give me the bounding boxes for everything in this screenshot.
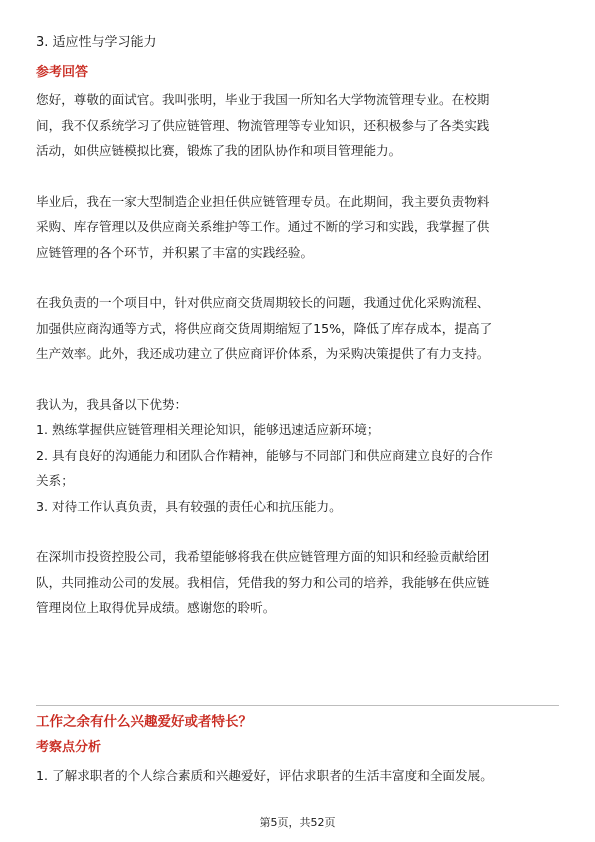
list-item: 关系； bbox=[36, 473, 74, 488]
section-divider bbox=[36, 705, 559, 706]
paragraph-line: 活动，如供应链模拟比赛，锻炼了我的团队协作和项目管理能力。 bbox=[36, 143, 402, 158]
document-body bbox=[36, 33, 564, 621]
paragraph-line: 毕业后，我在一家大型制造企业担任供应链管理专员。在此期间，我主要负责物料 bbox=[36, 193, 490, 209]
paragraph-line: 队，共同推动公司的发展。我相信，凭借我的努力和公司的培养，我能够在供应链 bbox=[36, 574, 490, 590]
list-item: 2. 具有良好的沟通能力和团队合作精神，能够与不同部门和供应商建立良好的合作 bbox=[36, 447, 493, 463]
paragraph-experience bbox=[36, 189, 564, 266]
paragraph-line: 加强供应商沟通等方式，将供应商交货周期缩短了15%，降低了库存成本，提高了 bbox=[36, 320, 493, 336]
page-footer: 第5页，共52页 bbox=[259, 816, 336, 829]
list-item: 3. 对待工作认真负责，具有较强的责任心和抗压能力。 bbox=[36, 498, 342, 514]
paragraph-line: 应链管理的各个环节，并积累了丰富的实践经验。 bbox=[36, 244, 314, 260]
paragraph-line: 生产效率。此外，我还成功建立了供应商评价体系，为采购决策提供了有力支持。 bbox=[36, 346, 490, 361]
paragraph-line: 您好，尊敬的面试官。我叫张明，毕业于我国一所知名大学物流管理专业。在校期 bbox=[36, 92, 490, 107]
answer-label: 参考回答 bbox=[36, 65, 89, 80]
advantages-intro: 我认为，我具备以下优势： bbox=[36, 396, 188, 412]
paragraph-line: 管理岗位上取得优异成绩。感谢您的聆听。 bbox=[36, 600, 276, 615]
paragraph-line: 间，我不仅系统学习了供应链管理、物流管理等专业知识，还积极参与了各类实践 bbox=[36, 117, 490, 133]
question-heading: 工作之余有什么兴趣爱好或者特长？ bbox=[36, 714, 252, 730]
analysis-label: 考察点分析 bbox=[36, 740, 102, 755]
advantages-block bbox=[36, 392, 564, 520]
paragraph-intro bbox=[36, 87, 564, 164]
paragraph-line: 在深圳市投资控股公司，我希望能够将我在供应链管理方面的知识和经验贡献给团 bbox=[36, 549, 490, 564]
analysis-item: 1. 了解求职者的个人综合素质和兴趣爱好，评估求职者的生活丰富度和全面发展。 bbox=[36, 768, 493, 783]
paragraph-line: 在我负责的一个项目中，针对供应商交货周期较长的问题，我通过优化采购流程、 bbox=[36, 295, 490, 310]
section-title: 3. 适应性与学习能力 bbox=[36, 35, 157, 50]
list-item: 1. 熟练掌握供应链管理相关理论知识，能够迅速适应新环境； bbox=[36, 422, 380, 437]
paragraph-line: 采购、库存管理以及供应商关系维护等工作。通过不断的学习和实践，我掌握了供 bbox=[36, 219, 490, 234]
paragraph-closing bbox=[36, 544, 564, 621]
paragraph-project bbox=[36, 290, 564, 367]
